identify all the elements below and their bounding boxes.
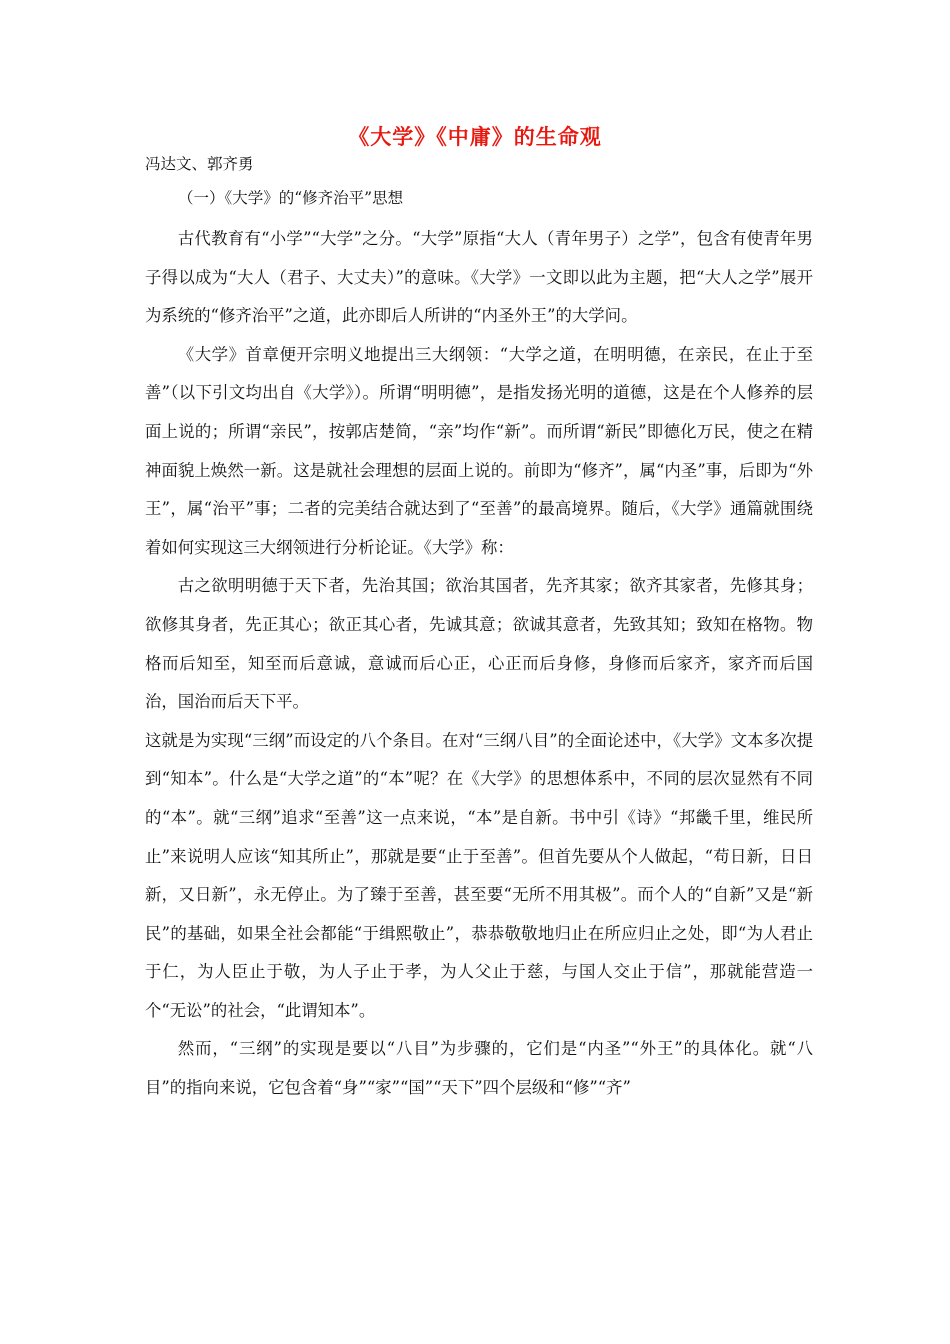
paragraph-intro: 古代教育有“小学”“大学”之分。“大学”原指“大人（青年男子）之学”，包含有使青年男子得以成为“大人（君子、大丈夫）”的意味。《大学》一文即以此为主题，把“大人之学”展开为系统的“修齐治平”之道，此亦即后人所讲的“内圣外王”的大学问。: [145, 229, 813, 326]
section-heading: （一）《大学》的“修齐治平”思想: [178, 189, 404, 207]
paragraph-quotation: 古之欲明明德于天下者，先治其国；欲治其国者，先齐其家；欲齐其家者，先修其身；欲修其身者，先正其心；欲正其心者，先诚其意；欲诚其意者，先致其知；致知在格物。物格而后知至，知至而后意诚，意诚而后心正，心正而后身修，身修而后家齐，家齐而后国治，国治而后天下平。: [145, 576, 813, 712]
paragraph-eight-items: 然而，“三纲”的实现是要以“八目”为步骤的，它们是“内圣”“外王”的具体化。就“八目”的指向来说，它包含着“身”“家”“国”“天下”四个层级和“修”“齐”: [145, 1039, 813, 1098]
article-body: [145, 220, 813, 1108]
paragraph-know-root: 这就是为实现“三纲”而设定的八个条目。在对“三纲八目”的全面论述中，《大学》文本多次提到“知本”。什么是“大学之道”的“本”呢？在《大学》的思想体系中，不同的层次显然有不同的“本”。就“三纲”追求“至善”这一点来说，“本”是自新。书中引《诗》“邦畿千里，维民所止”来说明人应该“知其所止”，那就是要“止于至善”。但首先要从个人做起，“苟日新，日日新，又日新”，永无停止。为了臻于至善，甚至要“无所不用其极”。而个人的“自新”又是“新民”的基础，如果全社会都能“于缉熙敬止”，恭恭敬敬地归止在所应归止之处，即“为人君止于仁，为人臣止于敬，为人子止于孝，为人父止于慈，与国人交止于信”，那就能营造一个“无讼”的社会，“此谓知本”。: [145, 730, 813, 1020]
author-line: 冯达文、郭齐勇: [145, 155, 254, 173]
document-title: 《大学》《中庸》的生命观: [348, 124, 602, 149]
paragraph-three-principles: 《大学》首章便开宗明义地提出三大纲领：“大学之道，在明明德，在亲民，在止于至善”（以下引文均出自《大学》）。所谓“明明德”，是指发扬光明的道德，这是在个人修养的层面上说的；所谓“亲民”，按郭店楚简，“亲”均作“新”。而所谓“新民”即德化万民，使之在精神面貌上焕然一新。这是就社会理想的层面上说的。前即为“修齐”，属“内圣”事，后即为“外王”，属“治平”事；二者的完美结合就达到了“至善”的最高境界。随后，《大学》通篇就围绕着如何实现这三大纲领进行分析论证。《大学》称：: [145, 344, 813, 557]
